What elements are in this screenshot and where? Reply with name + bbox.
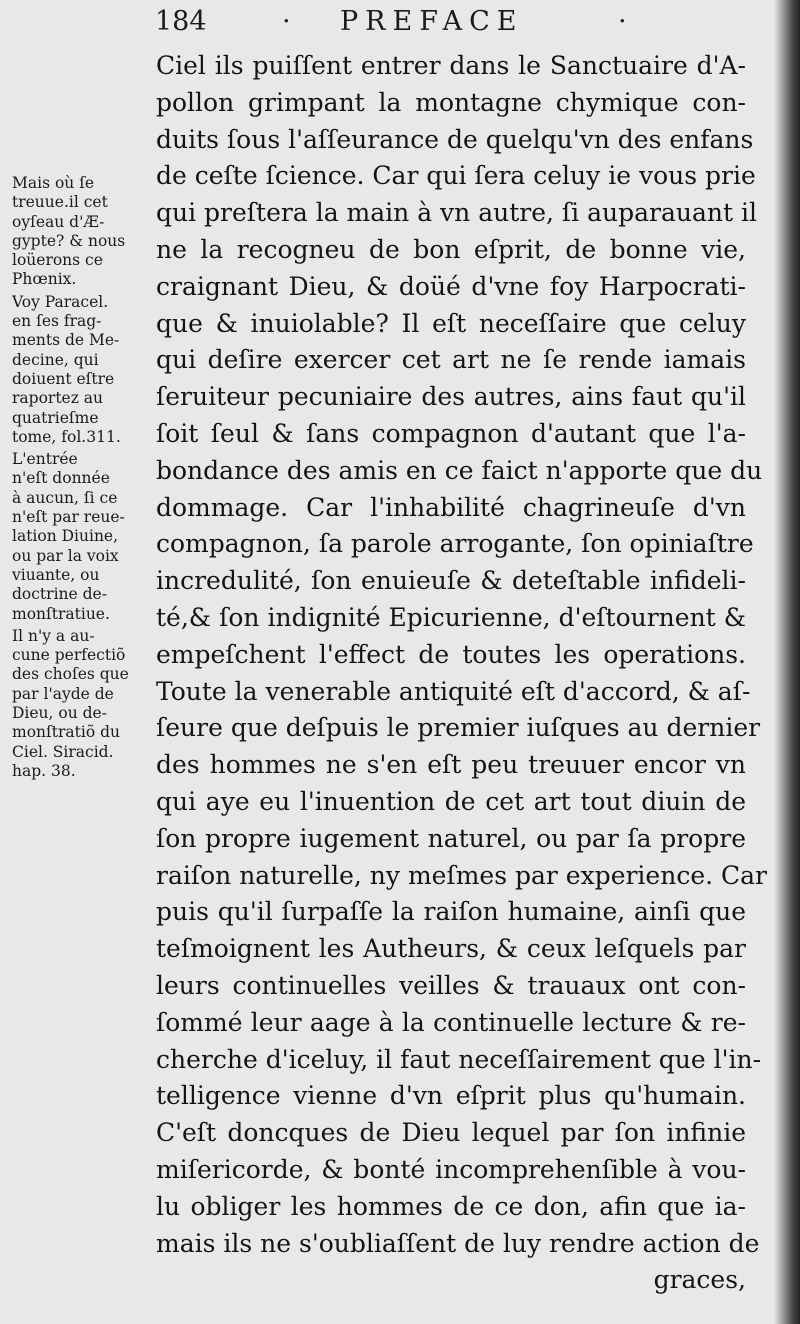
margin-note-line: monſtratiue. — [12, 604, 110, 623]
margin-note-line: viuante, ou — [12, 565, 100, 584]
margin-note-line: gypte? & nous — [12, 231, 126, 250]
margin-notes — [12, 174, 152, 784]
text-line: telligence vienne d'vn eſprit plus qu'humain. — [156, 1081, 746, 1111]
margin-note-line: Dieu, ou de- — [12, 704, 107, 723]
margin-note-line: Mais où ſe — [12, 174, 95, 192]
margin-note-line: en ſes frag- — [12, 312, 102, 331]
text-line: leurs continuelles veilles & trauaux ont con- — [156, 970, 746, 1000]
margin-note-line: doctrine de- — [12, 585, 107, 604]
margin-note-line: raportez au — [12, 389, 104, 408]
text-line: raiſon naturelle, ny meſmes par experience. Car — [156, 860, 767, 890]
margin-note-line: monſtratiõ du — [12, 723, 120, 742]
text-line: Ciel ils puiſſent entrer dans le Sanctuaire d'A- — [156, 51, 746, 80]
margin-note-line: Phœnix. — [12, 270, 77, 289]
margin-note — [12, 450, 152, 624]
catchword: graces, — [653, 1265, 746, 1295]
text-line: compagnon, ſa parole arrogante, ſon opiniaſtre — [156, 529, 754, 559]
text-line: ne la recogneu de bon eſprit, de bonne vie, — [156, 234, 746, 264]
margin-note-line: lation Diuine, — [12, 527, 119, 546]
text-line: des hommes ne s'en eſt peu treuuer encor vn — [156, 750, 746, 780]
text-line: teſmoignent les Autheurs, & ceux leſquels par — [156, 934, 746, 964]
margin-note-line: hap. 38. — [12, 761, 76, 780]
page-number: 184 — [155, 6, 207, 37]
margin-note-line: Ciel. Siracid. — [12, 742, 114, 761]
margin-note — [12, 627, 152, 781]
running-head-ornament-right: · — [618, 6, 627, 37]
margin-note-line: ments de Me- — [12, 331, 120, 350]
text-line: miſericorde, & bonté incomprehenſible à vou- — [156, 1154, 746, 1184]
text-line: Toute la venerable antiquité eſt d'accord, & aſ- — [156, 676, 751, 706]
text-line: ſeruiteur pecuniaire des autres, ains faut qu'il — [156, 382, 746, 412]
margin-note-line: Il n'y a au- — [12, 626, 95, 645]
text-line: empeſchent l'effect de toutes les operations. — [156, 639, 746, 669]
text-line: mais ils ne s'oubliaſſent de luy rendre action de — [156, 1228, 760, 1258]
text-line: lu obliger les hommes de ce don, afin que ia- — [156, 1191, 746, 1221]
text-line: qui deſire exercer cet art ne ſe rende iamais — [156, 345, 746, 375]
running-head: PREFACE — [340, 6, 524, 37]
text-line: qui aye eu l'inuention de cet art tout diuin de — [156, 786, 746, 816]
text-line: craignant Dieu, & doüé d'vne foy Harpocrati- — [156, 271, 746, 301]
text-line: ſoit ſeul & ſans compagnon d'autant que l'a- — [156, 418, 746, 448]
margin-note-line: tome, fol.311. — [12, 427, 121, 446]
margin-note-line: treuue.il cet — [12, 193, 108, 212]
text-line: incredulité, ſon enuieuſe & deteſtable infideli- — [156, 566, 746, 596]
margin-note-line: oyſeau d'Æ- — [12, 212, 105, 231]
text-line: que & inuiolable? Il eſt neceſſaire que celuy — [156, 308, 746, 338]
margin-note-line: ou par la voix — [12, 546, 119, 565]
margin-note-line: Voy Paracel. — [12, 292, 109, 311]
margin-note — [12, 293, 152, 447]
text-line: qui preſtera la main à vn autre, ſi auparauant il — [156, 198, 757, 228]
margin-note-line: cune perfectiõ — [12, 646, 126, 665]
margin-note-line: loüerons ce — [12, 251, 103, 270]
margin-note-line: doiuent eſtre — [12, 369, 115, 388]
text-line: de ceſte ſcience. Car qui ſera celuy ie vous prie — [156, 161, 756, 191]
margin-note-line: decine, qui — [12, 350, 99, 369]
margin-note-line: à aucun, ſi ce — [12, 488, 118, 507]
margin-note-line: quatrieſme — [12, 408, 99, 427]
margin-note-line: des choſes que — [12, 665, 129, 684]
margin-note — [12, 174, 152, 290]
margin-note-line: n'eſt par reue- — [12, 508, 125, 527]
text-line: dommage. Car l'inhabilité chagrineuſe d'vn — [156, 492, 746, 522]
text-line: puis qu'il ſurpaſſe la raiſon humaine, ainſi que — [156, 897, 746, 927]
running-head-ornament: · — [282, 6, 291, 37]
text-line: C'eſt doncques de Dieu lequel par ſon infinie — [156, 1118, 746, 1148]
text-line: ſon propre iugement naturel, ou par ſa propre — [156, 823, 746, 853]
text-line: cherche d'iceluy, il faut neceſſairement que l'in- — [156, 1044, 762, 1074]
text-line: duits ſous l'aſſeurance de quelqu'vn des enfans — [156, 124, 754, 154]
margin-note-line: par l'ayde de — [12, 684, 114, 703]
text-line: bondance des amis en ce faict n'apporte que du — [156, 455, 763, 485]
text-line: ſeure que deſpuis le premier iuſques au dernier — [156, 713, 761, 743]
text-line: ſommé leur aage à la continuelle lecture & re- — [156, 1007, 746, 1037]
text-line: té,& ſon indignité Epicurienne, d'eſtournent & — [156, 602, 746, 632]
text-line: pollon grimpant la montagne chymique con- — [156, 87, 746, 117]
main-text — [156, 48, 767, 1299]
margin-note-line: L'entrée — [12, 450, 78, 469]
margin-note-line: n'eſt donnée — [12, 469, 110, 488]
